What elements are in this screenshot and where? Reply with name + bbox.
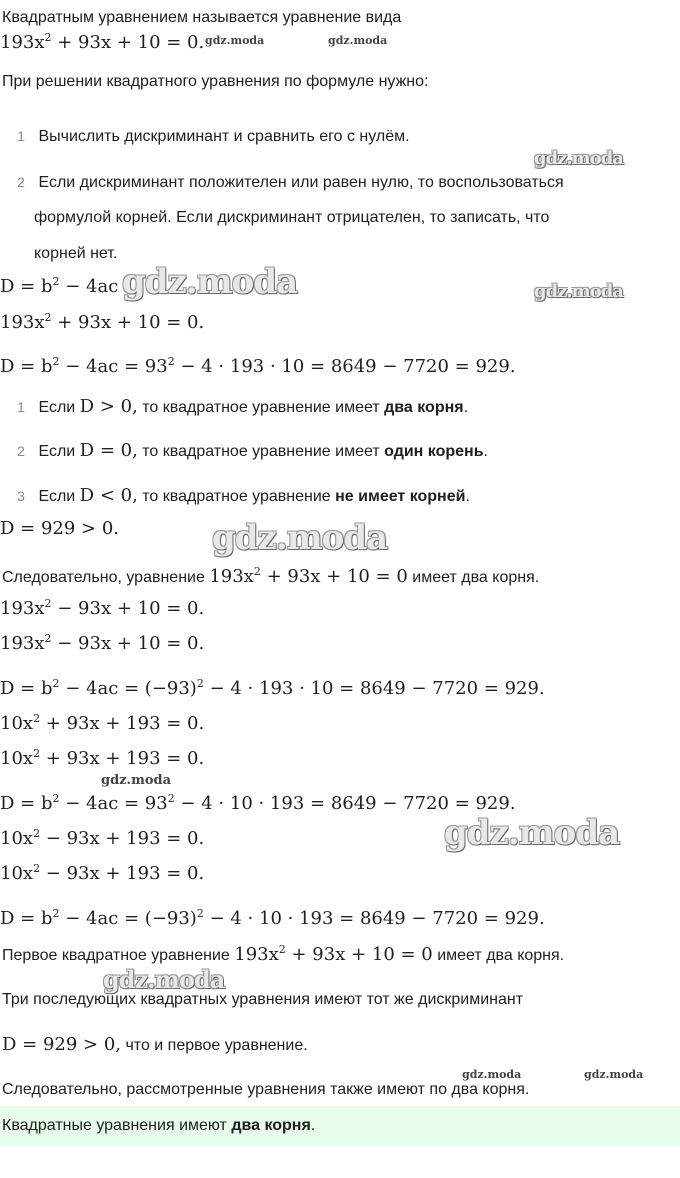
step-1 (14, 126, 410, 147)
watermark: gdz.moda (444, 813, 620, 853)
conclusion-post: имеет два корня. (412, 569, 540, 586)
watermark: gdz.moda (462, 1068, 522, 1081)
step-number: 1 (17, 128, 25, 144)
watermark: gdz.moda (101, 773, 172, 788)
summary-pre: Первое квадратное уравнение (2, 947, 230, 964)
case-number: 3 (17, 488, 25, 504)
equation-1: $193x^2 + 93x + 10 = 0$. (0, 311, 205, 333)
equation-4a: $10x^2 - 93x + 193 = 0$. (0, 827, 205, 849)
case-pre: Если (38, 443, 76, 460)
step-number: 2 (17, 174, 25, 190)
procedure-title: При решении квадратного уравнения по формуле нужно: (2, 73, 429, 90)
case-number: 1 (17, 399, 25, 415)
equation-4b: $10x^2 - 93x + 193 = 0$. (0, 862, 205, 884)
case-bold: не имеет корней (335, 488, 466, 505)
watermark: gdz.moda (534, 281, 623, 302)
summary-1: Первое квадратное уравнение $193x^2 + 93x + 10 = 0$ имеет два корня. (2, 943, 565, 965)
answer-pre: Квадратные уравнения имеют (2, 1117, 227, 1134)
case-bold: два корня (384, 399, 464, 416)
intro-text: Квадратным уравнением называется уравнение вида (2, 9, 402, 26)
conclusion-pre: Следовательно, уравнение (2, 569, 205, 586)
discriminant-formula: $D = b^2 - 4ac$ (0, 275, 119, 297)
case-post: . (483, 443, 488, 460)
summary-eq: D = 929 > 0, (2, 1034, 122, 1055)
watermark: gdz.moda (534, 148, 623, 169)
equation-2a: $193x^2 - 93x + 10 = 0$. (0, 597, 205, 619)
intro-equation: $193x^2 + 93x + 10 = 0$. (0, 31, 205, 53)
equation-3a: $10x^2 + 93x + 193 = 0$. (0, 712, 205, 734)
summary-post: имеет два корня. (437, 947, 565, 964)
answer-box (0, 1106, 680, 1146)
conclusion-1: Следовательно, уравнение $193x^2 + 93x + 10 = 0$ имеет два корня. (2, 565, 540, 587)
summary-2: Три последующих квадратных уравнения имеют тот же дискриминант (2, 991, 524, 1008)
d-result: D = 929 > 0. (0, 518, 120, 539)
summary-3 (2, 1034, 308, 1056)
case-bold: один корень (384, 443, 484, 460)
watermark: gdz.moda (122, 262, 298, 302)
case-2: 2 Если D = 0, то квадратное уравнение имеет один корень. (14, 440, 488, 462)
step-text: Вычислить дискриминант и сравнить его с нулём. (38, 128, 410, 145)
case-pre: Если (38, 399, 76, 416)
watermark: gdz.moda (205, 34, 265, 47)
summary-post: что и первое уравнение. (125, 1037, 308, 1054)
step-text-line: Если дискриминант положителен или равен нулю, то воспользоваться (38, 174, 564, 191)
step-text-line: корней нет. (34, 245, 118, 262)
watermark: gdz.moda (584, 1068, 644, 1081)
summary-4: Следовательно, рассмотренные уравнения также имеют по два корня. (2, 1081, 530, 1098)
calc-4: $D = b^2 - 4ac = (-93)^2 - 4 \cdot 10 \cdot 193 = 8649 - 7720 = 929$. (0, 907, 545, 929)
case-1: 1 Если D > 0, то квадратное уравнение имеет два корня. (14, 396, 468, 418)
step-text-line: формулой корней. Если дискриминант отрицателен, то записать, что (34, 209, 550, 226)
case-mid: то квадратное уравнение (142, 488, 331, 505)
case-pre: Если (38, 488, 76, 505)
watermark: gdz.moda (328, 34, 388, 47)
case-mid: то квадратное уравнение имеет (142, 399, 380, 416)
calc-2: $D = b^2 - 4ac = (-93)^2 - 4 \cdot 193 \cdot 10 = 8649 - 7720 = 929$. (0, 677, 545, 699)
case-number: 2 (17, 443, 25, 459)
answer-bold: два корня (231, 1117, 311, 1134)
equation-2b: $193x^2 - 93x + 10 = 0$. (0, 632, 205, 654)
watermark: gdz.moda (103, 965, 225, 994)
case-3: 3 Если D < 0, то квадратное уравнение не имеет корней. (14, 485, 470, 507)
case-mid: то квадратное уравнение имеет (142, 443, 380, 460)
answer-text (2, 1116, 315, 1136)
case-post: . (463, 399, 469, 416)
step-2 (14, 172, 564, 193)
watermark: gdz.moda (212, 518, 388, 558)
answer-post: . (310, 1117, 316, 1134)
calc-1: $D = b^2 - 4ac = 93^2 - 4 \cdot 193 \cdot 10 = 8649 - 7720 = 929$. (0, 355, 516, 377)
equation-3b: $10x^2 + 93x + 193 = 0$. (0, 747, 205, 769)
calc-3: $D = b^2 - 4ac = 93^2 - 4 \cdot 10 \cdot 193 = 8649 - 7720 = 929$. (0, 792, 516, 814)
case-post: . (465, 488, 470, 505)
